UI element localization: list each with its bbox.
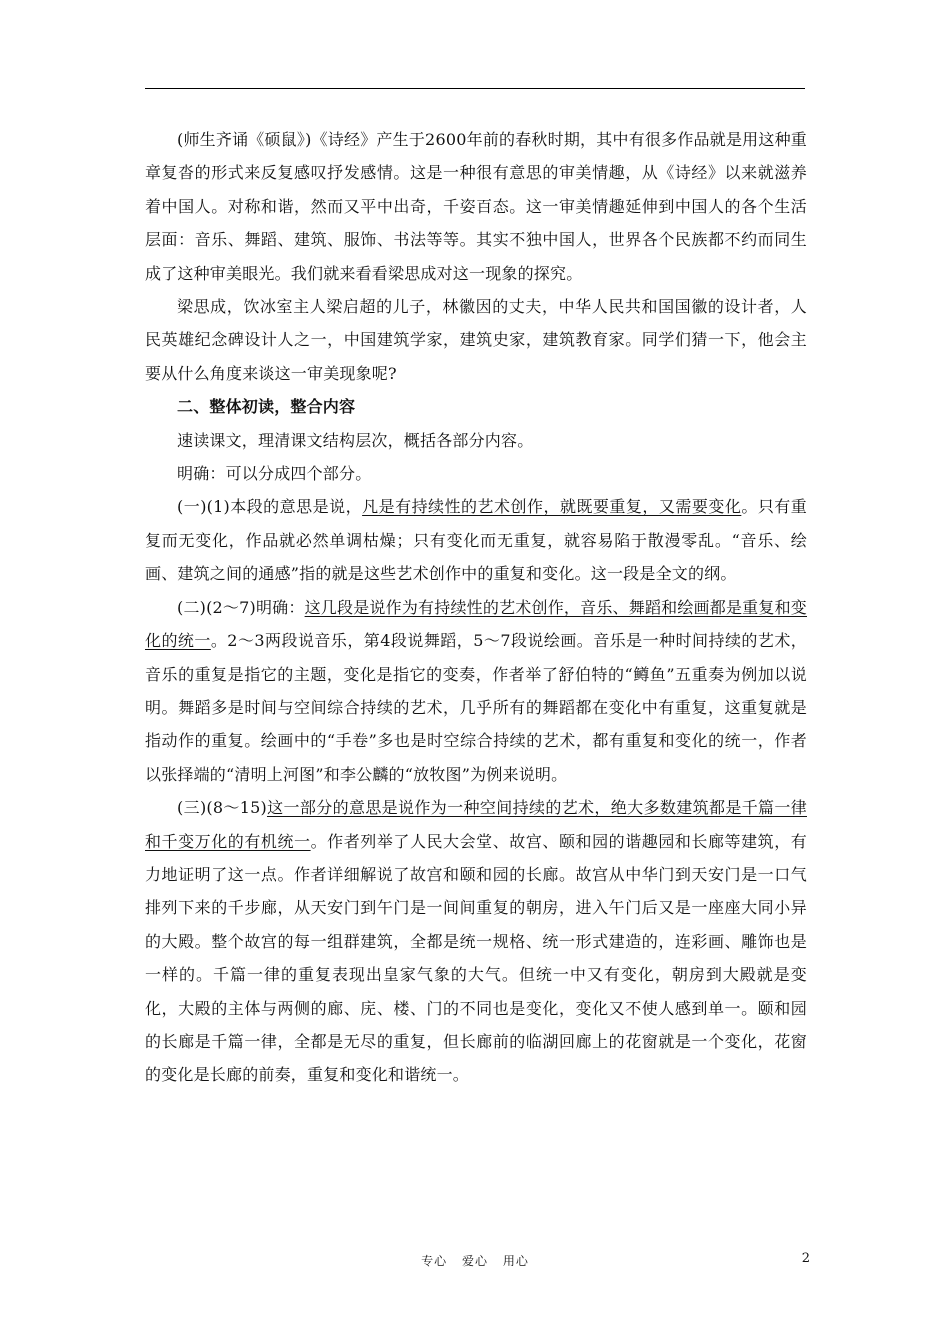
part-three-underlined: 这一部分的意思是说作为一种空间持续的艺术，绝大多数建筑都是千篇一律和千变万化的有机统一 (145, 798, 807, 851)
paragraph-part-three (145, 791, 807, 1092)
paragraph-poetry-intro: (师生齐诵《硕鼠》)《诗经》产生于2600年前的春秋时期，其中有很多作品就是用这种重章复沓的形式来反复感叹抒发感情。这是一种很有意思的审美情趣，从《诗经》以来就滋养着中国人。对称和谐，然而又平中出奇，千姿百态。这一审美情趣延伸到中国人的各个生活层面：音乐、舞蹈、建筑、服饰、书法等等。其实不独中国人，世界各个民族都不约而同生成了这种审美眼光。我们就来看看梁思成对这一现象的探究。 (145, 130, 807, 283)
part-two-underlined: 这几段是说作为有持续性的艺术创作，音乐、舞蹈和绘画都是重复和变化的统一 (145, 597, 808, 651)
part-two-prefix: (二)(2～7)明确： (177, 597, 305, 617)
footer-word: 用心 (502, 1254, 529, 1268)
paragraph-liang-sicheng: 梁思成，饮冰室主人梁启超的儿子，林徽因的丈夫，中华人民共和国国徽的设计者，人民英雄纪念碑设计人之一，中国建筑学家，建筑史家，建筑教育家。同学们猜一下，他会主要从什么角度来谈这一审美现象呢? (145, 297, 807, 383)
part-three-prefix: (三)(8～15) (177, 798, 267, 818)
header-rule (145, 88, 805, 89)
paragraph-part-two (145, 591, 807, 791)
section-heading: 二、整体初读，整合内容 (177, 397, 356, 417)
part-three-suffix: 。作者列举了人民大会堂、故宫、颐和园的谐趣园和长廊等建筑，有力地证明了这一点。作者详细解说了故宫和颐和园的长廊。故宫从中华门到天安门是一口气排列下来的千步廊，从天安门到午门是一间间重复的朝房，进入午门后又是一座座大同小异的大殿。整个故宫的每一组群建筑，全都是统一规格、统一形式建造的，连彩画、雕饰也是一样的。千篇一律的重复表现出皇家气象的大气。但统一中又有变化，朝房到大殿就是变化，大殿的主体与两侧的廊、庑、楼、门的不同也是变化，变化又不使人感到单一。颐和园的长廊是千篇一律，全都是无尽的重复，但长廊前的临湖回廊上的花窗就是一个变化，花窗的变化是长廊的前奏，重复和变化和谐统一。 (145, 831, 807, 1085)
paragraph-answer: 明确：可以分成四个部分。 (177, 464, 372, 484)
part-one-underlined: 凡是有持续性的艺术创作，就既要重复，又需要变化 (362, 497, 742, 517)
part-one-prefix: (一)(1)本段的意思是说， (177, 497, 363, 517)
page-number: 2 (801, 1251, 810, 1266)
part-one-suffix: 。只有重复而无变化，作品就必然单调枯燥；只有变化而无重复，就容易陷于散漫零乱。“音乐、绘画、建筑之间的通感”指的就是这些艺术创作中的重复和变化。这一段是全文的纲。 (145, 497, 807, 584)
document-body (145, 123, 807, 1092)
footer-word: 爱心 (461, 1254, 488, 1268)
footer-word: 专心 (421, 1254, 448, 1268)
paragraph-task: 速读课文，理清课文结构层次，概括各部分内容。 (177, 430, 534, 450)
part-two-suffix: 。2～3两段说音乐，第4段说舞蹈，5～7段说绘画。音乐是一种时间持续的艺术，音乐的重复是指它的主题，变化是指它的变奏，作者举了舒伯特的“鳟鱼”五重奏为例加以说明。舞蹈多是时间与空间综合持续的艺术，几乎所有的舞蹈都在变化中有重复，这重复就是指动作的重复。绘画中的“手卷”多也是时空综合持续的艺术，都有重复和变化的统一，作者以张择端的“清明上河图”和李公麟的“放牧图”为例来说明。 (145, 631, 807, 784)
paragraph-part-one (145, 490, 807, 590)
